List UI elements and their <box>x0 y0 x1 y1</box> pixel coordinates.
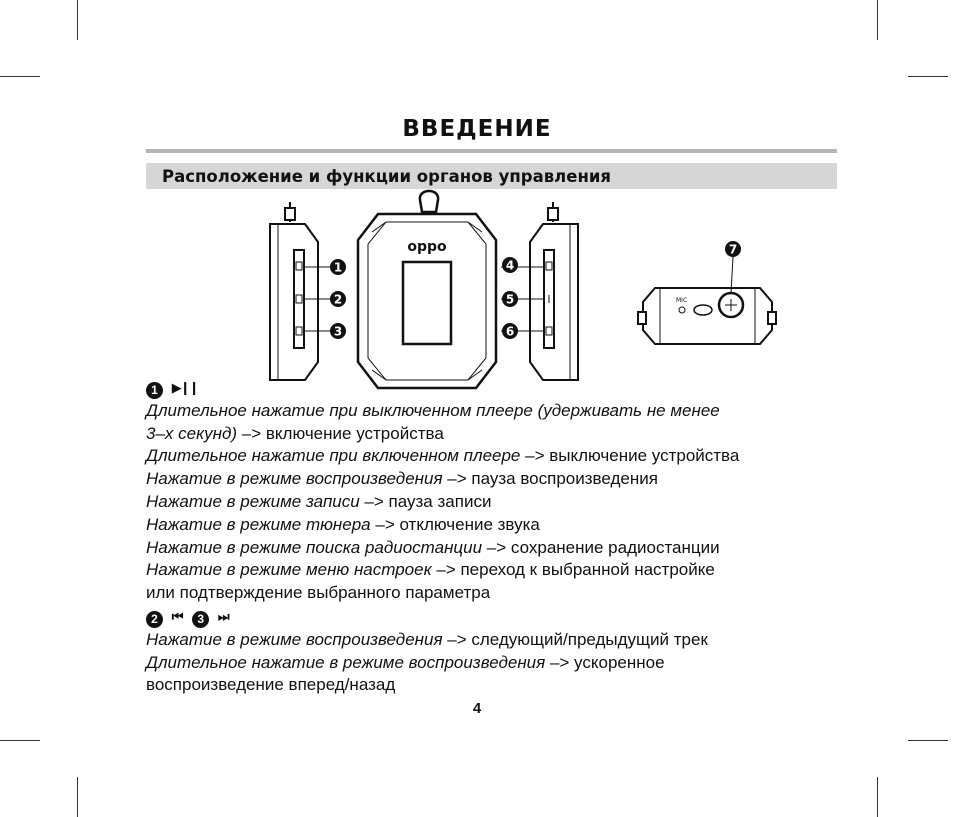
svg-text:1: 1 <box>333 260 343 275</box>
callout-5 <box>502 291 518 307</box>
page-number: 4 <box>472 700 482 717</box>
condition-text: Нажатие в режиме тюнера <box>146 514 371 534</box>
result-text: –> сохранение радиостанции <box>482 537 720 557</box>
description-line <box>146 674 846 697</box>
device-side-view-left <box>270 202 318 380</box>
condition-text: Нажатие в режиме меню настроек <box>146 560 432 580</box>
crop-mark <box>908 740 948 741</box>
condition-text: Нажатие в режиме воспроизведения <box>146 469 443 489</box>
badge-1: 1 <box>146 382 163 399</box>
result-text: –> пауза записи <box>359 491 492 511</box>
device-front-view <box>358 191 496 388</box>
description-line <box>146 514 846 537</box>
svg-text:4: 4 <box>505 258 515 273</box>
block2-lines <box>146 629 846 697</box>
callout-6 <box>502 323 518 339</box>
badge-2: 2 <box>146 611 163 628</box>
condition-text: Нажатие в режиме поиска радиостанции <box>146 537 483 557</box>
condition-text: Длительное нажатие в режиме воспроизведения <box>146 652 546 672</box>
svg-text:3: 3 <box>333 324 343 339</box>
description-line <box>146 537 846 560</box>
crop-mark <box>77 777 78 817</box>
result-text: или подтверждение выбранного параметра <box>146 583 491 603</box>
description-line <box>146 445 846 468</box>
callout-4 <box>502 257 518 273</box>
result-text: –> включение устройства <box>237 423 444 443</box>
svg-text:6: 6 <box>505 324 515 339</box>
page-heading: ВВЕДЕНИЕ <box>402 116 552 142</box>
condition-text: 3–х секунд) <box>146 423 238 443</box>
crop-mark <box>877 777 878 817</box>
svg-text:5: 5 <box>505 292 515 307</box>
description-line <box>146 559 846 582</box>
skip-forward-icon: ⏭ <box>217 608 228 624</box>
condition-text: Нажатие в режиме записи <box>146 491 360 511</box>
svg-text:2: 2 <box>333 292 343 307</box>
description-line <box>146 400 846 423</box>
description-line <box>146 582 846 605</box>
play-pause-icon: ▶❙❙ <box>171 380 198 395</box>
badge-3: 3 <box>192 611 209 628</box>
block1-lines <box>146 400 846 605</box>
crop-mark <box>0 740 40 741</box>
description-line <box>146 423 846 446</box>
callout-1 <box>330 259 346 275</box>
condition-text: Длительное нажатие при выключенном плеере (удерживать не менее <box>146 400 720 420</box>
section-title: Расположение и функции органов управления <box>162 167 611 186</box>
result-text: –> переход к выбранной настройке <box>431 560 715 580</box>
description-line <box>146 629 846 652</box>
result-text: –> следующий/предыдущий трек <box>442 629 708 649</box>
device-side-view-right <box>530 202 578 380</box>
description-line <box>146 652 846 675</box>
skip-back-icon: ⏮ <box>171 608 182 624</box>
callout-7 <box>725 241 741 257</box>
result-text: –> пауза воспроизведения <box>442 469 658 489</box>
svg-text:7: 7 <box>728 242 738 257</box>
controls-description <box>146 376 846 697</box>
condition-text: Нажатие в режиме воспроизведения <box>146 629 443 649</box>
condition-text: Длительное нажатие при включенном плеере <box>146 446 521 466</box>
description-line <box>146 491 846 514</box>
device-diagram <box>0 0 954 400</box>
result-text: –> ускоренное <box>545 652 665 672</box>
block2-header <box>146 605 846 629</box>
callout-2 <box>330 291 346 307</box>
description-line <box>146 468 846 491</box>
result-text: –> отключение звука <box>370 514 540 534</box>
result-text: –> выключение устройства <box>520 446 740 466</box>
device-bottom-view <box>638 288 776 344</box>
mic-label: MIC <box>676 297 688 304</box>
block1-header <box>146 376 846 400</box>
result-text: воспроизведение вперед/назад <box>146 675 396 695</box>
brand-logo-text: oppo <box>407 239 447 255</box>
callout-3 <box>330 323 346 339</box>
